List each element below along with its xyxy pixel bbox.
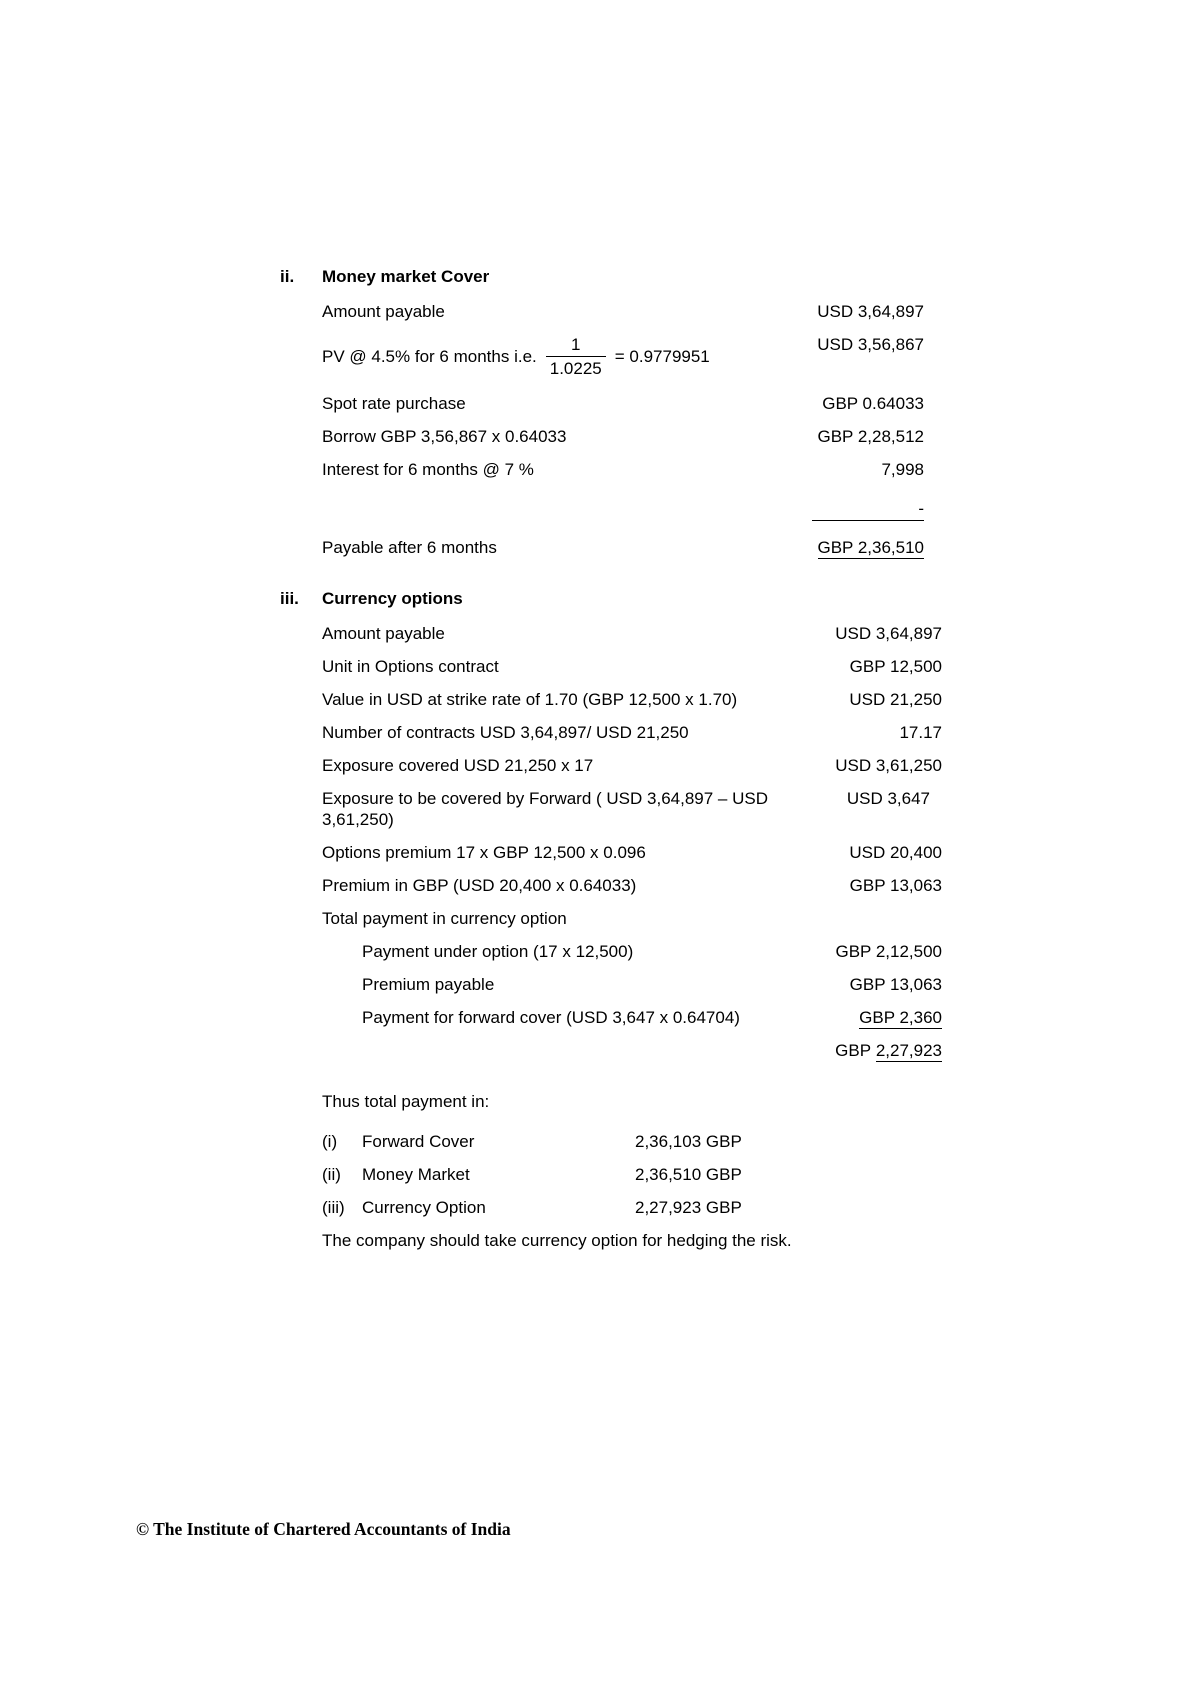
row-value: USD 3,64,897 xyxy=(817,302,924,321)
table-row-sum-line xyxy=(280,498,942,521)
list-item-label: Currency Option xyxy=(362,1198,486,1217)
row-value: GBP 2,28,512 xyxy=(817,427,924,446)
row-label: Exposure covered USD 21,250 x 17 xyxy=(322,756,594,775)
list-item-label: Forward Cover xyxy=(362,1132,475,1151)
list-item-value: 2,36,510 GBP xyxy=(635,1165,742,1184)
list-item-value: 2,36,103 GBP xyxy=(635,1132,742,1151)
row-label: Interest for 6 months @ 7 % xyxy=(322,460,534,479)
row-value xyxy=(794,537,924,558)
table-row xyxy=(280,656,942,677)
table-row xyxy=(280,393,942,414)
row-label xyxy=(322,334,794,379)
row-value: USD 21,250 xyxy=(849,690,942,709)
list-item-value: 2,27,923 GBP xyxy=(635,1198,742,1217)
total-currency: GBP xyxy=(835,1041,872,1060)
table-row xyxy=(280,689,942,710)
row-value: USD 3,61,250 xyxy=(835,756,942,775)
row-label: Premium in GBP (USD 20,400 x 0.64033) xyxy=(322,876,637,895)
row-value: 7,998 xyxy=(881,460,924,479)
summary-heading: Thus total payment in: xyxy=(322,1092,490,1111)
section-currency-options xyxy=(280,588,942,1061)
list-item xyxy=(280,1197,942,1218)
row-value xyxy=(812,1007,942,1028)
underlined-value: GBP 2,360 xyxy=(859,1008,942,1027)
row-value xyxy=(794,498,924,521)
table-row xyxy=(280,623,942,644)
table-row xyxy=(280,459,942,480)
row-value: USD 3,647 xyxy=(846,789,930,808)
row-label: Value in USD at strike rate of 1.70 (GBP 12,500 x 1.70) xyxy=(322,690,738,709)
table-row xyxy=(280,941,942,962)
row-label: Borrow GBP 3,56,867 x 0.64033 xyxy=(322,427,567,446)
section-number: ii. xyxy=(280,267,295,286)
list-item-label: Money Market xyxy=(362,1165,470,1184)
row-label: Amount payable xyxy=(322,302,445,321)
page-footer: © The Institute of Chartered Accountants of India xyxy=(136,1519,511,1539)
table-row-pv xyxy=(280,334,942,379)
pv-label-text: PV @ 4.5% for 6 months i.e. xyxy=(322,347,537,366)
table-row xyxy=(280,755,942,776)
row-value: USD 3,56,867 xyxy=(817,335,924,354)
table-row xyxy=(280,875,942,896)
row-value: GBP 13,063 xyxy=(849,876,942,895)
list-item-number: (ii) xyxy=(322,1165,341,1184)
table-row xyxy=(280,1007,942,1028)
section-header xyxy=(280,588,942,609)
row-label: Premium payable xyxy=(362,975,495,994)
section-title: Currency options xyxy=(322,589,463,608)
fraction-denominator: 1.0225 xyxy=(549,359,602,378)
row-value: GBP 0.64033 xyxy=(822,394,924,413)
table-row xyxy=(280,788,942,830)
row-label: Spot rate purchase xyxy=(322,394,466,413)
total-payment-heading: Total payment in currency option xyxy=(322,909,567,928)
row-label: Options premium 17 x GBP 12,500 x 0.096 xyxy=(322,843,646,862)
pv-result-text: = 0.9779951 xyxy=(614,347,710,366)
table-row xyxy=(280,842,942,863)
section-number: iii. xyxy=(280,589,299,608)
table-row xyxy=(280,722,942,743)
row-value: 17.17 xyxy=(899,723,942,742)
row-value xyxy=(812,1040,942,1061)
section-money-market-cover xyxy=(280,266,942,558)
list-item-number: (i) xyxy=(322,1132,338,1151)
section-title: Money market Cover xyxy=(322,267,490,286)
row-value: USD 20,400 xyxy=(849,843,942,862)
row-label: Payable after 6 months xyxy=(322,538,497,557)
table-row-total xyxy=(280,1040,942,1061)
page-content xyxy=(280,266,942,1281)
list-item xyxy=(280,1131,942,1152)
row-label: Amount payable xyxy=(322,624,445,643)
fraction-numerator: 1 xyxy=(546,334,606,357)
conclusion-text: The company should take currency option for hedging the risk. xyxy=(322,1231,792,1250)
underlined-value: GBP 2,36,510 xyxy=(817,538,924,557)
row-label: Exposure to be covered by Forward ( USD 3,64,897 – USD 3,61,250) xyxy=(322,789,768,829)
table-row xyxy=(280,301,942,322)
list-item xyxy=(280,1164,942,1185)
row-label: Payment for forward cover (USD 3,647 x 0.64704) xyxy=(362,1008,740,1027)
table-row xyxy=(280,537,942,558)
row-value: USD 3,64,897 xyxy=(835,624,942,643)
row-label: Unit in Options contract xyxy=(322,657,499,676)
table-row xyxy=(280,974,942,995)
table-row xyxy=(280,426,942,447)
sum-line: - xyxy=(812,498,924,521)
total-amount-underlined: 2,27,923 xyxy=(875,1041,942,1060)
list-item-number: (iii) xyxy=(322,1198,345,1217)
section-header xyxy=(280,266,942,287)
row-value: GBP 2,12,500 xyxy=(835,942,942,961)
section-summary xyxy=(280,1091,942,1251)
row-label: Number of contracts USD 3,64,897/ USD 21,250 xyxy=(322,723,689,742)
fraction xyxy=(546,334,606,379)
row-label: Payment under option (17 x 12,500) xyxy=(362,942,634,961)
row-value: GBP 12,500 xyxy=(849,657,942,676)
row-value: GBP 13,063 xyxy=(849,975,942,994)
